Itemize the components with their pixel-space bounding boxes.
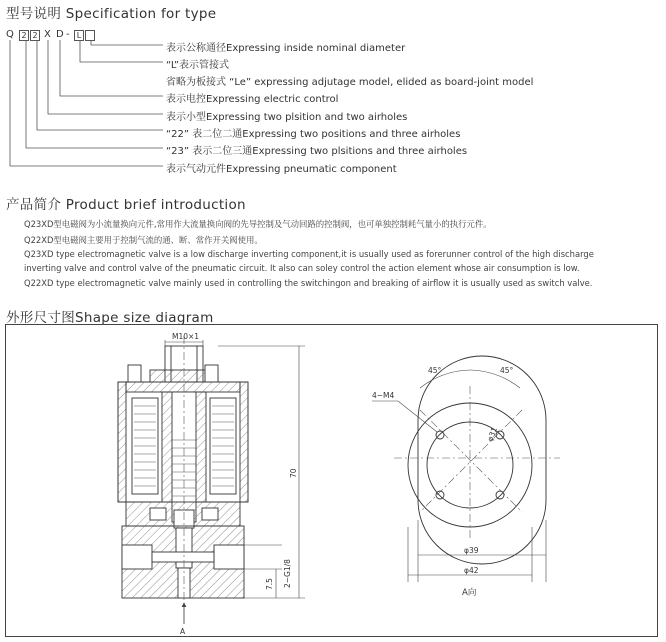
label-d39: φ39 [464, 546, 479, 555]
code-box-l: L [74, 30, 84, 41]
view-a [394, 356, 560, 564]
intro-line-5: Q22XD type electromagnetic valve mainly used in controlling the switchingon and breaking of airflow it is usually used as switch valve. [24, 278, 593, 288]
intro-title: 产品简介 Product brief introduction [6, 197, 246, 213]
code-box-1: 2 [19, 30, 29, 41]
label-a-arrow: A [180, 627, 186, 636]
spec-item-board: 省略为板接式 “Le” expressing adjutage model, elided as board-joint model [166, 77, 534, 88]
intro-line-3: Q23XD type electromagnetic valve is a low discharge inverting component,it is usually used as forerunner control of the high discharge [24, 249, 594, 259]
spec-item-electric: 表示电控Expressing electric control [166, 94, 339, 105]
spec-item-pipe: “L”表示管接式 [166, 60, 229, 71]
spec-title: 型号说明 Specification for type [6, 6, 217, 22]
label-view-a: A向 [462, 588, 477, 598]
spec-item-small: 表示小型Expressing two plsition and two airholes [166, 112, 408, 123]
label-g18: 2−G1/8 [283, 559, 292, 588]
spec-item-23: “23” 表示二位三通Expressing two plsitions and three airholes [166, 146, 468, 157]
diagram-title: 外形尺寸图Shape size diagram [6, 310, 214, 326]
label-d42: φ42 [464, 566, 479, 575]
label-h70: 70 [289, 468, 298, 478]
intro-line-2: Q22XD型电磁阀主要用于控制气流的通、断、常作开关阀使用。 [24, 235, 263, 245]
section-view [118, 336, 248, 606]
label-angle-left: 45° [428, 366, 442, 375]
code-x: X [44, 29, 51, 40]
spec-item-22: “22” 表二位二通Expressing two positions and three airholes [166, 129, 461, 140]
intro-line-4: inverting valve and control valve of the pneumatic circuit. It also can soley control the action element whose air consumption is low. [24, 263, 580, 273]
label-m10: M10×1 [172, 332, 200, 341]
label-d31: φ31 [485, 425, 499, 443]
label-angle-right: 45° [500, 366, 514, 375]
code-d: D [56, 29, 64, 40]
intro-line-1: Q23XD型电磁阀为小流量换向元件,常用作大流量换向阀的先导控制及气动回路的控制阀，也可单独控制耗气量小的执行元件。 [24, 219, 492, 229]
label-m4: 4−M4 [372, 391, 395, 400]
code-dash: - [66, 29, 70, 40]
spec-item-diameter: 表示公称通径Expressing inside nominal diameter [166, 43, 406, 54]
spec-item-pneumatic: 表示气动元件Expressing pneumatic component [166, 164, 397, 175]
label-h75: 7.5 [265, 578, 274, 590]
code-box-2: 2 [30, 30, 40, 41]
code-q: Q [6, 29, 14, 40]
